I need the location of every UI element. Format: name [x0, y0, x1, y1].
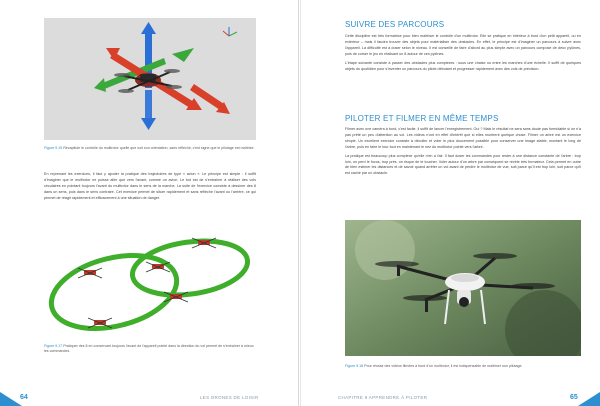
page-number: 65 — [570, 394, 578, 401]
figure-number: Figure 9.15 — [44, 146, 63, 150]
section-heading: PILOTER ET FILMER EN MÊME TEMPS — [345, 114, 499, 123]
body-paragraph: Cette discipline est très formatrice pour bien maîtriser le contrôle d'un multirotor. Elle se pratique en intérieur à bord d'un petit appareil, ou en extérieur – mais il faudra trouver des objets pour matérialiser des obstacles. En effet, le principe est d'imaginer un parcours à suivre avec l'appareil. La difficulté est à doser selon le niveau. Il est conseillé de faire d'abord au plus simple avec un parcours composé de deux pylônes, puis de corser le jeu en réalisant un 8 autour de ces pylônes. — [345, 34, 581, 56]
running-title: LES DRONES DE LOISIR — [200, 395, 259, 400]
figure-caption-text: Récapitule le contrôle du multirotor quelle que soit son orientation, sans réfléchir, c'est signe que le pilotage est maîtrisé. — [63, 146, 255, 150]
body-paragraph: L'étape suivante consiste à passer des obstacles plus complexes : sous une chaise ou entre les marches d'une échelle. Il suffit de quelques objets du quotidien pour s'inventer un parcours du pilote débutant et progresser rapidement avec des vols de précision. — [345, 60, 581, 71]
body-paragraph: La pratique est beaucoup plus complexe qu'elle n'en a l'air. Il faut doser les commandes pour rester à une distance constante de l'arbre : trop loin, on perd le focus, trop près, on risque de le toucher. Voler autour d'un arbre par conséquent se révèle très formateur. Cela permet en outre de bien estimer les distances et de savoir quand arrêter un vol avant de perdre le multirotor de vue, soit parce qu'il est trop loin, soit parce qu'il est caché par un obstacle. — [345, 153, 581, 176]
figure-caption-top — [44, 146, 256, 151]
running-title: CHAPITRE 9 APPRENDRE À PILOTER — [338, 395, 428, 400]
figure-eight-track-illustration — [40, 232, 260, 342]
page-corner-tab — [0, 392, 22, 406]
body-paragraph: En reprenant les exercices, il faut y ajouter la pratique des trajectoires de type « avion ». Le principe est simple : il suffit d'imaginer que le multirotor ne puisse aller que vers l'avant, comme un avion. Le but est de s'entraîner à réaliser des vols circulaires en pointant toujours l'avant du multirotor dans le sens de la marche. La suite de l'exercice consiste à dessiner des 8 dans un sens, puis dans le sens contraire. Cet exercice permet de situer rapidement et sans réfléchir l'avant ou l'arrière, ce qui permet de réagir rapidement et efficacement à une situation de danger. — [44, 172, 256, 200]
figure-caption-text: Pratiquer des 8 en conservant toujours l'avant de l'appareil pointé dans la direction du vol permet de s'entraîner à mieux les commandes. — [44, 344, 254, 353]
figure-number: Figure 9.17 — [44, 344, 63, 348]
left-page — [0, 0, 299, 406]
figure-caption-bottom — [44, 344, 256, 354]
body-text-section2 — [345, 127, 581, 180]
axis-gizmo-icon — [223, 27, 237, 36]
page-corner-tab — [578, 392, 600, 406]
body-paragraph: Filmer avec une caméra à bord, c'est facile, il suffit de lancer l'enregistrement. Oui ? Mais le résultat ne sera sans doute pas formidable si on n'a pas prêté un peu d'attention au vol. Les vidéos n'ont en effet d'intérêt que si elles montrent quelque chose. Filmer un arbre est un exercice simple. Un excellent exercice consiste à décoller et voler le plus doucement possible pour conserver une image stable, montant le long de l'arbre, puis en faire le tour tout en maintenant le nez du multirotor pointé vers l'arbre. — [345, 127, 581, 149]
figure-number: Figure 9.18 — [345, 364, 364, 368]
drone-photo — [345, 220, 581, 356]
body-text-section1 — [345, 34, 581, 75]
orientation-figure — [44, 18, 256, 140]
quadcopter-photo-illustration — [345, 220, 581, 356]
figure-caption-text: Pour réussir des vidéos filmées à bord d'un multirotor, il est indispensable de maîtriser son pilotage. — [364, 364, 523, 368]
body-text-left — [44, 172, 256, 205]
drone-orientation-illustration — [44, 18, 256, 140]
page-number: 64 — [20, 394, 28, 401]
figure-caption-photo — [345, 364, 581, 369]
section-heading: SUIVRE DES PARCOURS — [345, 20, 445, 29]
